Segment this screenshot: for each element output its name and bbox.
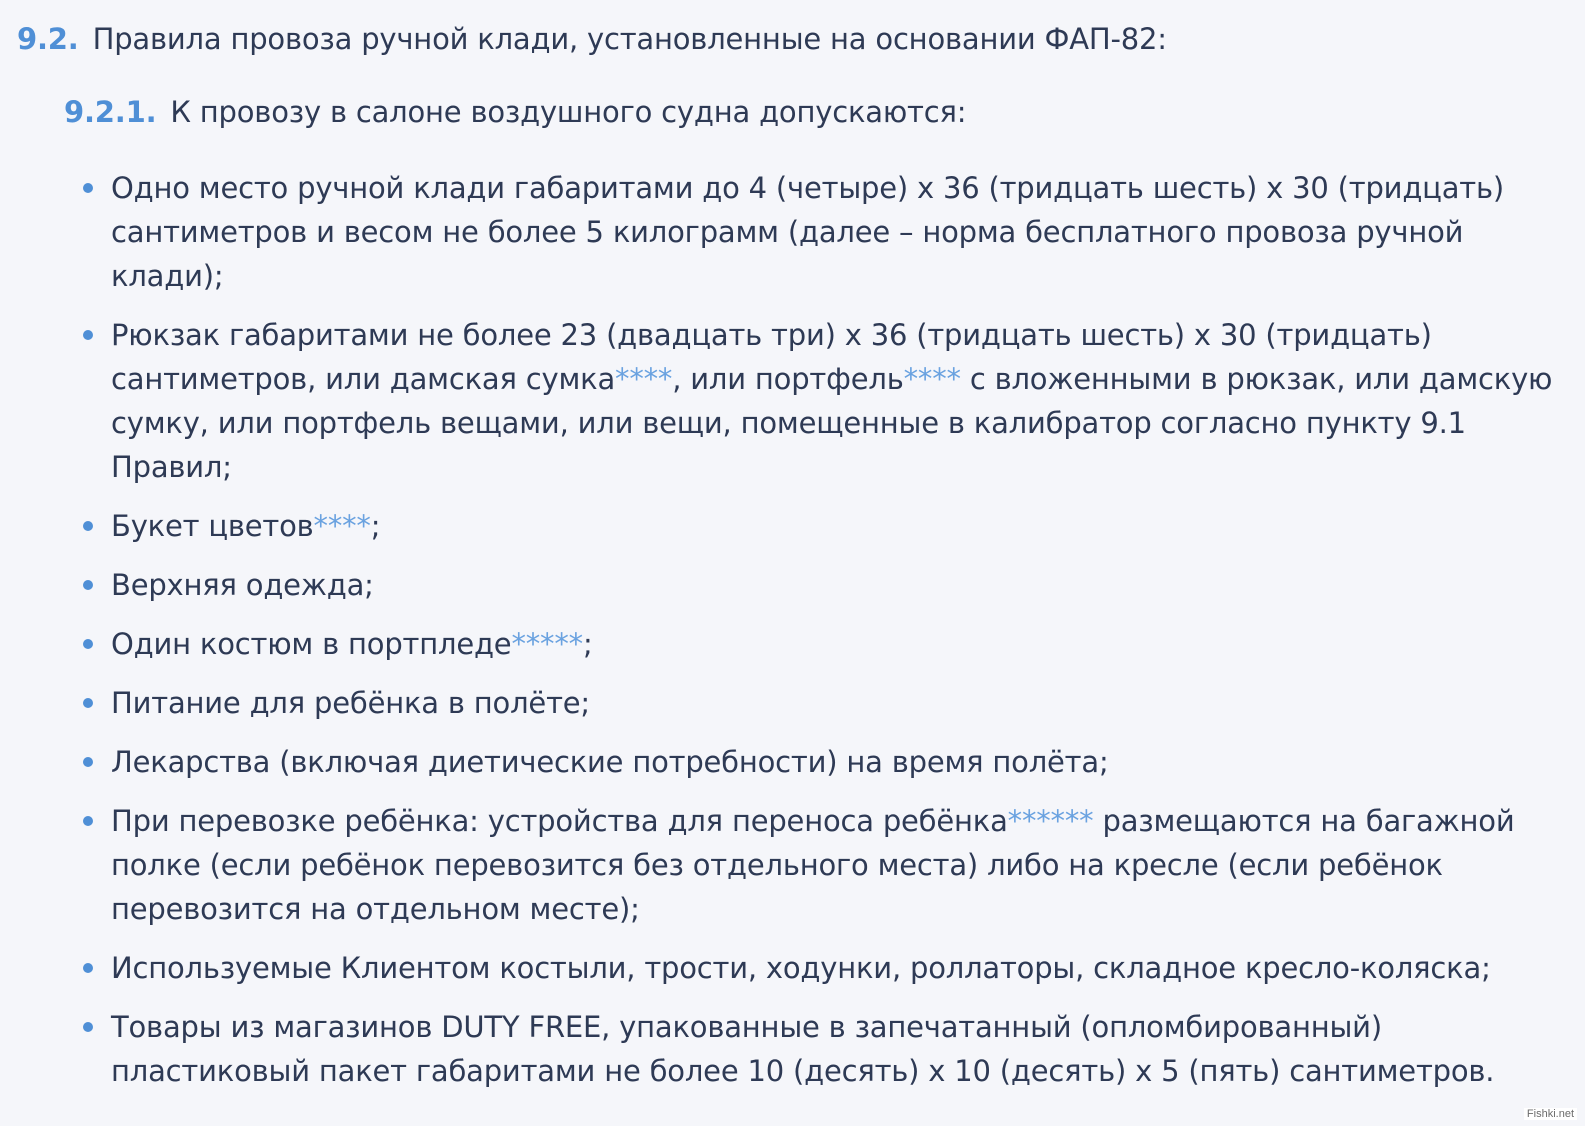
list-item xyxy=(80,313,1560,489)
list-item-text: Лекарства (включая диетические потребности) на время полёта; xyxy=(111,745,1109,779)
list-item xyxy=(80,740,1560,784)
section-heading xyxy=(17,17,1167,61)
list-item-text: Товары из магазинов DUTY FREE, упакованные в запечатанный (опломбированный) пластиковый пакет габаритами не более 10 (десять) х 10 (десять) х 5 (пять) сантиметров. xyxy=(111,1010,1495,1088)
list-item xyxy=(80,504,1560,548)
subsection-heading xyxy=(64,90,966,134)
bullet-icon xyxy=(83,816,93,826)
list-item xyxy=(80,1005,1560,1093)
list-item-text: Верхняя одежда; xyxy=(111,568,374,602)
bullet-icon xyxy=(83,698,93,708)
list-item-text: Букет цветов xyxy=(111,509,314,543)
allowed-items-list xyxy=(80,166,1560,1093)
bullet-icon xyxy=(83,963,93,973)
list-item-text: ; xyxy=(582,627,593,661)
subsection-number: 9.2.1. xyxy=(64,95,157,129)
bullet-icon xyxy=(83,521,93,531)
footnote-mark: **** xyxy=(903,362,961,396)
bullet-icon xyxy=(83,580,93,590)
list-item xyxy=(80,622,1560,666)
bullet-icon xyxy=(83,1022,93,1032)
footnote-mark: ***** xyxy=(511,627,583,661)
list-item xyxy=(80,799,1560,931)
subsection-title: К провозу в салоне воздушного судна допускаются: xyxy=(170,95,967,129)
footnote-mark: **** xyxy=(313,509,371,543)
section-number: 9.2. xyxy=(17,22,79,56)
list-item xyxy=(80,166,1560,298)
watermark: Fishki.net xyxy=(1524,1108,1577,1120)
list-item-text: ; xyxy=(370,509,381,543)
section-title: Правила провоза ручной клади, установленные на основании ФАП-82: xyxy=(92,22,1167,56)
bullet-icon xyxy=(83,330,93,340)
list-item-text: размещаются на багажной полке (если ребёнок перевозится без отдельного места) либо на кресле (если ребёнок перевозится на отдельном месте); xyxy=(111,804,1515,926)
list-item-text: Используемые Клиентом костыли, трости, ходунки, роллаторы, складное кресло-коляска; xyxy=(111,951,1491,985)
list-item-text: Один костюм в портпледе xyxy=(111,627,512,661)
bullet-icon xyxy=(83,183,93,193)
list-item xyxy=(80,946,1560,990)
bullet-icon xyxy=(83,639,93,649)
list-item-text: При перевозке ребёнка: устройства для переноса ребёнка xyxy=(111,804,1008,838)
list-item-text: с вложенными в рюкзак, или дамскую сумку, или портфель вещами, или вещи, помещенные в калибратор согласно пункту 9.1 Правил; xyxy=(111,362,1553,484)
list-item xyxy=(80,681,1560,725)
list-item-text: , или портфель xyxy=(672,362,904,396)
list-item-text: Одно место ручной клади габаритами до 4 (четыре) х 36 (тридцать шесть) х 30 (тридцать) сантиметров и весом не более 5 килограмм (далее – норма бесплатного провоза ручной клади); xyxy=(111,171,1504,293)
list-item-text: Питание для ребёнка в полёте; xyxy=(111,686,590,720)
list-item xyxy=(80,563,1560,607)
list-item-text: Рюкзак габаритами не более 23 (двадцать три) х 36 (тридцать шесть) х 30 (тридцать) сантиметров, или дамская сумка xyxy=(111,318,1432,396)
footnote-mark: **** xyxy=(615,362,673,396)
footnote-mark: ****** xyxy=(1007,804,1094,838)
bullet-icon xyxy=(83,757,93,767)
